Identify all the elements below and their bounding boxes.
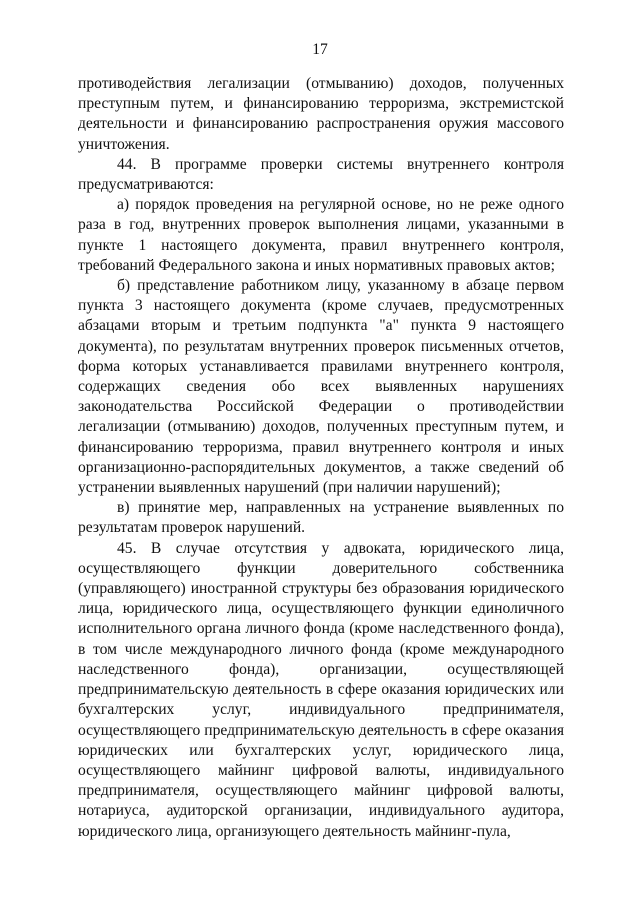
paragraph-subitem-a: а) порядок проведения на регулярной основе, но не реже одного раза в год, внутренних проверок выполнения лицами, указанными в пункте 1 настоящего документа, правил внутреннего контроля, требований Федерального закона и иных нормативных правовых актов;	[78, 196, 564, 274]
paragraph-continuation: противодействия легализации (отмыванию) доходов, полученных преступным путем, и финансированию терроризма, экстремистской деятельности и финансированию распространения оружия массового уничтожения.	[78, 75, 564, 153]
paragraph-item-44: 44. В программе проверки системы внутреннего контроля предусматриваются:	[78, 155, 564, 194]
paragraph-item-45: 45. В случае отсутствия у адвоката, юридического лица, осуществляющего функции доверительного собственника (управляющего) иностранной структуры без образования юридического лица, юридического лица, осуществляющего функции единоличного исполнительного органа личного фонда (кроме наследственного фонда), в том числе международного личного фонда (кроме международного наследственного фонда), организации, осуществляющей предпринимательскую деятельность в сфере оказания юридических или бухгалтерских услуг, индивидуального предпринимателя, осуществляющего предпринимательскую деятельность в сфере оказания юридических или бухгалтерских услуг, юридического лица, осуществляющего майнинг цифровой валюты, индивидуального предпринимателя, осуществляющего майнинг цифровой валюты, нотариуса, аудиторской организации, индивидуального аудитора, юридического лица, организующего деятельность майнинг-пула,	[78, 539, 564, 840]
paragraph-subitem-v: в) принятие мер, направленных на устранение выявленных по результатам проверок нарушений.	[78, 499, 564, 537]
page-number: 17	[312, 41, 328, 58]
paragraph-subitem-b: б) представление работником лицу, указанному в абзаце первом пункта 3 настоящего документа (кроме случаев, предусмотренных абзацами вторым и третьим подпункта "а" пункта 9 настоящего документа), по результатам внутренних проверок письменных отчетов, форма которых устанавливается правилами внутреннего контроля, содержащих сведения обо всех выявленных нарушениях законодательства Российской Федерации о противодействии легализации (отмыванию) доходов, полученных преступным путем, и финансированию терроризма, правил внутреннего контроля и иных организационно-распорядительных документов, а также сведений об устранении выявленных нарушений (при наличии нарушений);	[78, 277, 564, 497]
document-body	[78, 74, 564, 842]
